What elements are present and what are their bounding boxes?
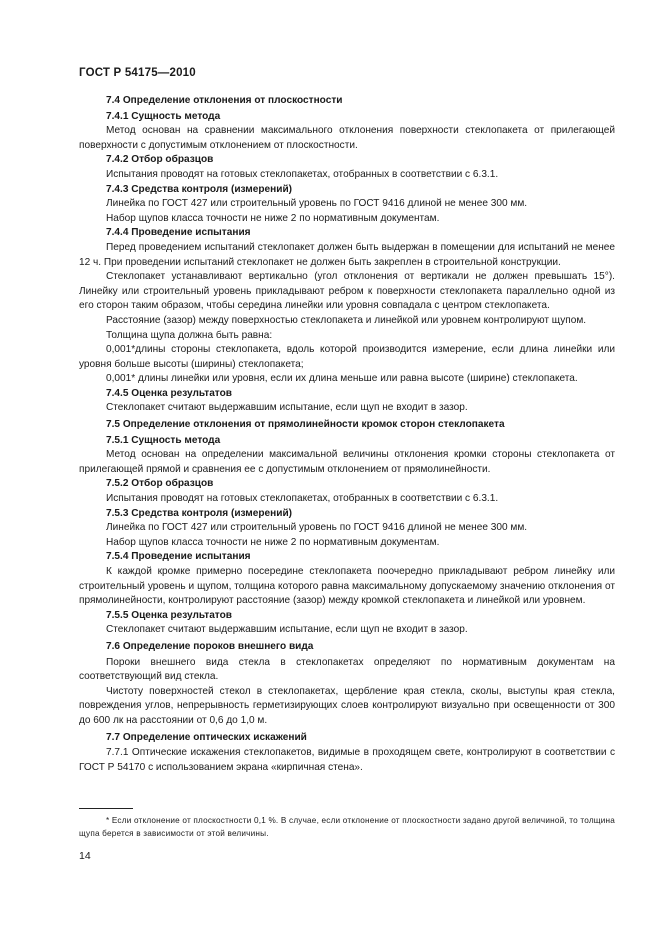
- paragraph: Пороки внешнего вида стекла в стеклопакетах определяют по нормативным документам на соответствующий вид стекла.: [79, 656, 615, 683]
- paragraph: Чистоту поверхностей стекол в стеклопакетах, щербление края стекла, сколы, выступы края стекла, повреждения углов, непрерывность герметизирующих слоев контролируют визуально при освещенности от 300 до 600 лк на расстоянии от 0,6 до 1,0 м.: [79, 685, 615, 726]
- paragraph: Стеклопакет считают выдержавшим испытание, если щуп не входит в зазор.: [106, 402, 468, 414]
- paragraph: Набор щупов класса точности не ниже 2 по нормативным документам.: [106, 536, 440, 548]
- subsection-heading: 7.4.4 Проведение испытания: [106, 227, 251, 239]
- paragraph: Толщина щупа должна быть равна:: [106, 329, 273, 341]
- footnote: * Если отклонение от плоскостности 0,1 %. В случае, если отклонение от плоскостности задано другой величиной, то толщина щупа берется в зависимости от этой величины.: [79, 816, 615, 838]
- paragraph: К каждой кромке примерно посередине стеклопакета поочередно прикладывают ребром линейку или строительный уровень и щупом, толщина которого равна максимальному допускаемому значению отклонения от прямолинейности, контролируют расстояние (зазор) между кромкой стеклопакета и линейкой или уровнем.: [79, 566, 615, 607]
- section-heading: 7.5 Определение отклонения от прямолинейности кромок сторон стеклопакета: [106, 419, 505, 431]
- subsection-heading: 7.4.5 Оценка результатов: [106, 387, 232, 399]
- section-heading: 7.6 Определение пороков внешнего вида: [106, 640, 314, 652]
- page-number: 14: [79, 850, 91, 862]
- paragraph: 7.7.1 Оптические искажения стеклопакетов, видимые в проходящем свете, контролируют в соответствии с ГОСТ Р 54170 с использованием экрана «кирпичная стена».: [79, 747, 615, 773]
- subsection-heading: 7.5.1 Сущность метода: [106, 434, 221, 446]
- paragraph: Расстояние (зазор) между поверхностью стеклопакета и линейкой или уровнем контролируют щупом.: [106, 314, 587, 326]
- subsection-heading: 7.4.2 Отбор образцов: [106, 154, 214, 166]
- paragraph: Перед проведением испытаний стеклопакет должен быть выдержан в помещении для испытаний не менее 12 ч. При проведении испытаний стеклопакет не должен быть закреплен в строительной конструкции.: [79, 241, 615, 268]
- paragraph: Стеклопакет считают выдержавшим испытание, если щуп не входит в зазор.: [106, 624, 468, 636]
- paragraph: Метод основан на сравнении максимального отклонения поверхности стеклопакета от прилегающей поверхности с допустимым отклонением от плоскостности.: [79, 125, 615, 151]
- paragraph: Набор щупов класса точности не ниже 2 по нормативным документам.: [106, 212, 440, 224]
- subsection-heading: 7.4.3 Средства контроля (измерений): [106, 183, 293, 195]
- section-heading: 7.4 Определение отклонения от плоскостности: [106, 95, 343, 106]
- document-body: [79, 92, 615, 775]
- paragraph: Испытания проводят на готовых стеклопакетах, отобранных в соответствии с 6.3.1.: [106, 493, 499, 505]
- paragraph: Линейка по ГОСТ 427 или строительный уровень по ГОСТ 9416 длиной не менее 300 мм.: [106, 522, 528, 534]
- paragraph: Стеклопакет устанавливают вертикально (угол отклонения от вертикали не должен превышать 15°). Линейку или строительный уровень прикладывают ребром к поверхности стеклопакета параллельно одной из его сторон таким образом, чтобы середина линейки или уровня совпадала с центром стеклопакета.: [79, 271, 615, 312]
- paragraph: Метод основан на определении максимальной величины отклонения кромки стороны стеклопакета от прилегающей прямой и сравнения ее с допустимым отклонением от прямолинейности.: [79, 449, 615, 475]
- document-header: ГОСТ Р 54175—2010: [79, 67, 196, 79]
- paragraph: Испытания проводят на готовых стеклопакетах, отобранных в соответствии с 6.3.1.: [106, 168, 499, 180]
- paragraph: 0,001* длины линейки или уровня, если их длина меньше или равна высоте (ширине) стеклопакета.: [106, 373, 578, 385]
- subsection-heading: 7.5.3 Средства контроля (измерений): [106, 507, 293, 519]
- subsection-heading: 7.4.1 Сущность метода: [106, 110, 221, 122]
- paragraph: 0,001*длины стороны стеклопакета, вдоль которой производится измерение, если длина линейки или уровня больше высоты (ширины) стеклопакета;: [79, 344, 615, 370]
- subsection-heading: 7.5.2 Отбор образцов: [106, 478, 214, 490]
- footnote-separator: [79, 808, 133, 809]
- paragraph: Линейка по ГОСТ 427 или строительный уровень по ГОСТ 9416 длиной не менее 300 мм.: [106, 198, 528, 210]
- subsection-heading: 7.5.5 Оценка результатов: [106, 609, 232, 621]
- subsection-heading: 7.5.4 Проведение испытания: [106, 551, 251, 563]
- section-heading: 7.7 Определение оптических искажений: [106, 731, 307, 743]
